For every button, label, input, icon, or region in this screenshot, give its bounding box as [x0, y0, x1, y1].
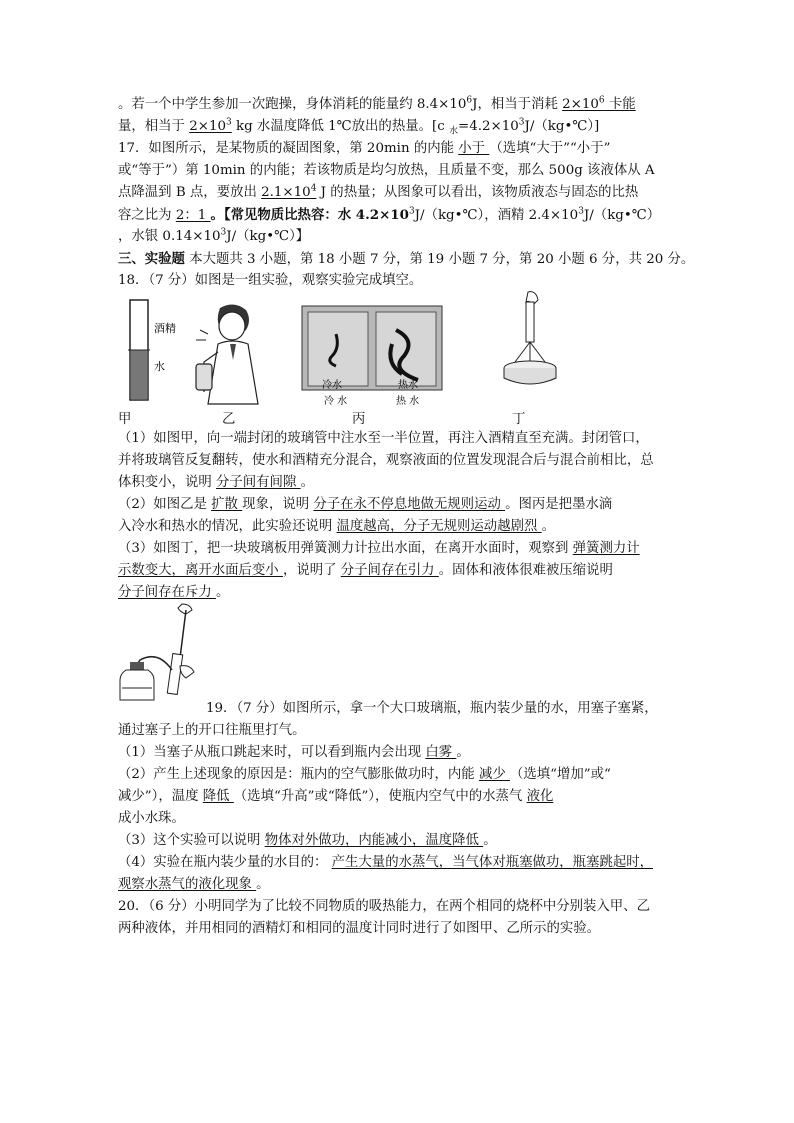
text: ，水银 0.14×10 [118, 229, 221, 244]
answer-blank: 分子间存在斥力 [118, 585, 216, 600]
tube-figure [118, 296, 188, 406]
line-1 [118, 94, 636, 116]
answer-blank: 扩散 [211, 497, 243, 512]
text: J/（kg•℃）】 [226, 229, 310, 244]
superscript: 3 [226, 117, 232, 128]
hot-water-caption: 热 水 [396, 396, 420, 407]
alcohol-label: 酒精 [154, 322, 176, 335]
text: 。固体和液体很难被压缩说明 [438, 563, 613, 578]
text: （2）如图乙是 [118, 497, 212, 512]
text: 本大题共 3 小题，第 18 小题 7 分，第 19 小题 7 分，第 20 小题 6 分，共 20 分。 [184, 252, 695, 267]
text: 现象，说明 [242, 497, 314, 512]
bottle [120, 670, 154, 700]
text: J 的热量；从图象可以看出，该物质液态与固态的比热 [316, 185, 639, 200]
superscript: 3 [518, 117, 525, 128]
answer-blank: 示数变大，离开水面后变小 [118, 563, 283, 578]
line-4: 或“等于”）第 10min 的内能；若该物质是均匀放热，且质量不变，那么 500g 该液体从 A [118, 163, 655, 178]
cold-water-caption: 冷 水 [324, 396, 348, 407]
text: J/（kg•℃）] [524, 119, 600, 134]
text: 入冷水和热水的情况，此实验还说明 [118, 519, 337, 534]
section-heading [118, 248, 694, 271]
q18-p1-line3 [118, 472, 314, 494]
text: 。 [256, 877, 270, 892]
text: （3）如图丁，把一块玻璃板用弹簧测力计拉出水面，在离开水面时，观察到 [118, 541, 573, 556]
answer-blank: 减少 [478, 767, 510, 782]
text: 。图丙是把墨水滴 [505, 497, 613, 512]
text: ，说明了 [282, 563, 341, 578]
text: 点降温到 B 点，要放出 [118, 185, 262, 200]
text: （2）产生上述现象的原因是：瓶内的空气膨胀做功时，内能 [118, 767, 479, 782]
line-5 [118, 182, 638, 204]
answer-text: 2×10 [562, 97, 599, 112]
answer-blank: 降低 [202, 789, 234, 804]
spring-scale [526, 302, 534, 342]
q20-line1: 20．（6 分）小明同学为了比较不同物质的吸热能力，在两个相同的烧杯中分别装入甲、乙 [118, 899, 650, 914]
cold-water-label: 冷水 [322, 380, 342, 391]
text: 体积变小，说明 [118, 475, 216, 490]
text: 。 [541, 519, 556, 534]
line-6 [118, 204, 660, 227]
text: J/（kg•℃），酒精 2.4×10 [414, 208, 579, 223]
text: 容之比为 [118, 208, 176, 223]
line-3 [118, 138, 610, 160]
caption-jia: 甲 [118, 412, 132, 427]
q19-intro-line1: 19．（7 分）如图所示，拿一个大口玻璃瓶，瓶内装少量的水，用塞子塞紧， [206, 701, 658, 716]
caption-yi: 乙 [222, 412, 236, 427]
answer-blank: 分子在永不停息地做无规则运动 [313, 497, 506, 512]
superscript: 3 [408, 206, 415, 217]
answer-blank [189, 119, 232, 134]
text: 。【常见物质比热容：水 4.2×10 [210, 207, 409, 223]
beakers-figure [300, 304, 444, 408]
answer-blank: 温度越高，分子无规则运动越剧烈 [336, 519, 542, 534]
q19-p1 [118, 742, 470, 764]
answer-text: 2×10 [189, 119, 226, 134]
caption-bing: 丙 [352, 412, 366, 427]
bottle [196, 364, 212, 390]
line-7 [118, 226, 309, 248]
water-label: 水 [154, 360, 165, 373]
text: 17．如图所示，是某物质的凝固图象，第 20min 的内能 [118, 141, 459, 156]
q19-p2-line2 [118, 786, 553, 808]
caption-ding: 丁 [512, 412, 526, 427]
text: （选填“增加”或“ [509, 767, 611, 782]
answer-blank: 小于 [458, 141, 490, 156]
text: 。若一个中学生参加一次跑操，身体消耗的能量约 8.4×10 [118, 97, 467, 112]
superscript: 6 [598, 95, 605, 106]
answer-text: 卡能 [604, 97, 636, 112]
answer-blank: 观察水蒸气的液化现象 [118, 877, 257, 892]
answer-blank [261, 185, 316, 200]
text: 。 [456, 745, 470, 760]
q18-p1-line1: （1）如图甲，向一端封闭的玻璃管中注水至一半位置，再注入酒精直至充满。封闭管口， [118, 431, 649, 446]
q18-p2-line1 [118, 494, 612, 516]
q19-p4-line1 [118, 852, 653, 874]
superscript: 6 [466, 95, 473, 106]
q19-p2-line3: 成小水珠。 [118, 811, 185, 826]
answer-blank: 2：1 [175, 208, 211, 223]
answer-blank: 液化 [526, 789, 554, 804]
line-9: 18．（7 分）如图是一组实验，观察实验完成填空。 [118, 273, 423, 288]
answer-blank: 物体对外做功，内能减小，温度降低 [264, 833, 484, 848]
spring-scale-figure [500, 288, 570, 392]
answer-blank [562, 97, 636, 112]
text: （1）当塞子从瓶口跳起来时，可以看到瓶内会出现 [118, 745, 426, 760]
pump-barrel [167, 653, 182, 694]
stopper [130, 662, 144, 670]
boy-figure [190, 300, 270, 408]
q19-p2-line1 [118, 764, 611, 786]
answer-text: 2.1×10 [261, 185, 311, 200]
hand [196, 330, 208, 340]
water-fill [131, 350, 147, 399]
q18-p3-line2 [118, 560, 613, 582]
q19-p3 [118, 830, 497, 852]
text: 。 [300, 475, 314, 490]
text: J，相当于消耗 [472, 97, 563, 112]
q18-p2-line2 [118, 516, 555, 538]
q18-p1-line2: 并将玻璃管反复翻转，使水和酒精充分混合，观察液面的位置发现混合后与混合前相比，总 [118, 453, 654, 468]
superscript: 4 [310, 183, 317, 194]
face [219, 312, 245, 340]
text: （4）实验在瓶内装少量的水目的： [118, 855, 332, 870]
text: 量，相当于 [118, 119, 190, 134]
text: 。 [483, 833, 497, 848]
subscript: 水 [448, 126, 458, 137]
text: kg 水温度降低 1℃放出的热量。[c [231, 119, 449, 134]
text: 。 [216, 585, 230, 600]
q19-p4-line2 [118, 874, 270, 896]
q18-p3-line1 [118, 538, 640, 560]
text: J/（kg•℃） [583, 208, 661, 223]
bottle-pump-figure [118, 600, 210, 704]
answer-blank: 白雾 [425, 745, 457, 760]
text: （选填“大于”“小于” [489, 141, 611, 156]
text: （选填“升高”或“降低”），使瓶内空气中的水蒸气 [233, 789, 527, 804]
answer-blank: 弹簧测力计 [572, 541, 640, 556]
q19-intro-line2: 通过塞子上的开口往瓶里打气。 [118, 723, 306, 738]
answer-blank: 分子间有间隙 [216, 475, 301, 490]
text: =4.2×10 [457, 119, 519, 134]
superscript: 3 [220, 227, 227, 238]
dish-body [504, 368, 556, 384]
answer-blank: 产生大量的水蒸气，当气体对瓶塞做功，瓶塞跳起时， [331, 855, 654, 870]
beaker-left [308, 312, 368, 386]
answer-blank: 分子间存在引力 [340, 563, 439, 578]
hand-bottom [180, 666, 194, 678]
section-title: 三、实验题 [118, 251, 185, 267]
hot-water-label: 热水 [398, 380, 418, 391]
text: 减少”），温度 [118, 789, 203, 804]
line-2 [118, 116, 599, 138]
q20-line2: 两种液体，并用相同的酒精灯和相同的温度计同时进行了如图甲、乙所示的实验。 [118, 921, 601, 936]
superscript: 3 [578, 206, 584, 217]
text: （3）这个实验可以说明 [118, 833, 265, 848]
